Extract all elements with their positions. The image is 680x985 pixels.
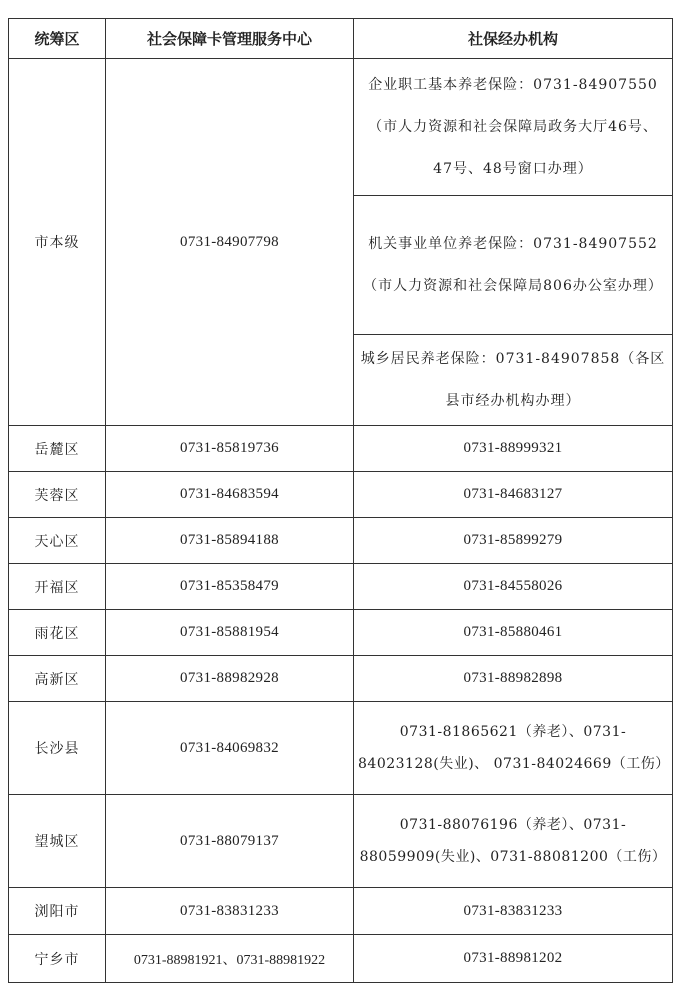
table-row-city (9, 59, 673, 196)
district-cell: 芙蓉区 (9, 472, 106, 518)
district-cell: 望城区 (9, 795, 106, 888)
card-center-cell: 0731-84069832 (106, 702, 354, 795)
social-security-contact-table (8, 18, 673, 983)
table-row (9, 564, 673, 610)
agency-cell: 0731-88076196（养老）、0731-88059909(失业)、0731-88081200（工伤） (354, 795, 673, 888)
table-row (9, 935, 673, 983)
district-cell: 开福区 (9, 564, 106, 610)
agency-cell: 0731-88981202 (354, 935, 673, 983)
agency-cell: 0731-84558026 (354, 564, 673, 610)
card-center-cell: 0731-85819736 (106, 426, 354, 472)
header-row (9, 19, 673, 59)
table-row (9, 426, 673, 472)
header-agency: 社保经办机构 (354, 19, 673, 59)
agency-cell: 0731-84683127 (354, 472, 673, 518)
district-cell: 天心区 (9, 518, 106, 564)
table-row (9, 656, 673, 702)
card-center-cell: 0731-84907798 (106, 59, 354, 426)
district-cell: 市本级 (9, 59, 106, 426)
agency-cell: 0731-81865621（养老）、0731-84023128(失业)、 0731-84024669（工伤） (354, 702, 673, 795)
table-row (9, 518, 673, 564)
card-center-cell: 0731-88079137 (106, 795, 354, 888)
card-center-cell: 0731-84683594 (106, 472, 354, 518)
card-center-cell: 0731-83831233 (106, 888, 354, 935)
agency-cell-institution-pension: 机关事业单位养老保险：0731-84907552（市人力资源和社会保障局806办公室办理） (354, 196, 673, 335)
table-row (9, 610, 673, 656)
agency-cell: 0731-85899279 (354, 518, 673, 564)
table-row (9, 795, 673, 888)
agency-cell-resident-pension: 城乡居民养老保险：0731-84907858（各区县市经办机构办理） (354, 335, 673, 426)
agency-cell: 0731-85880461 (354, 610, 673, 656)
table-row (9, 702, 673, 795)
district-cell: 长沙县 (9, 702, 106, 795)
card-center-cell: 0731-85358479 (106, 564, 354, 610)
card-center-cell: 0731-88981921、0731-88981922 (106, 935, 354, 983)
table-row (9, 888, 673, 935)
district-cell: 雨花区 (9, 610, 106, 656)
agency-cell: 0731-88999321 (354, 426, 673, 472)
district-cell: 宁乡市 (9, 935, 106, 983)
table-row (9, 472, 673, 518)
district-cell: 岳麓区 (9, 426, 106, 472)
card-center-cell: 0731-85894188 (106, 518, 354, 564)
agency-cell-enterprise-pension: 企业职工基本养老保险：0731-84907550（市人力资源和社会保障局政务大厅46号、47号、48号窗口办理） (354, 59, 673, 196)
card-center-cell: 0731-85881954 (106, 610, 354, 656)
agency-cell: 0731-88982898 (354, 656, 673, 702)
card-center-cell: 0731-88982928 (106, 656, 354, 702)
header-card-center: 社会保障卡管理服务中心 (106, 19, 354, 59)
district-cell: 高新区 (9, 656, 106, 702)
district-cell: 浏阳市 (9, 888, 106, 935)
agency-cell: 0731-83831233 (354, 888, 673, 935)
header-district: 统筹区 (9, 19, 106, 59)
